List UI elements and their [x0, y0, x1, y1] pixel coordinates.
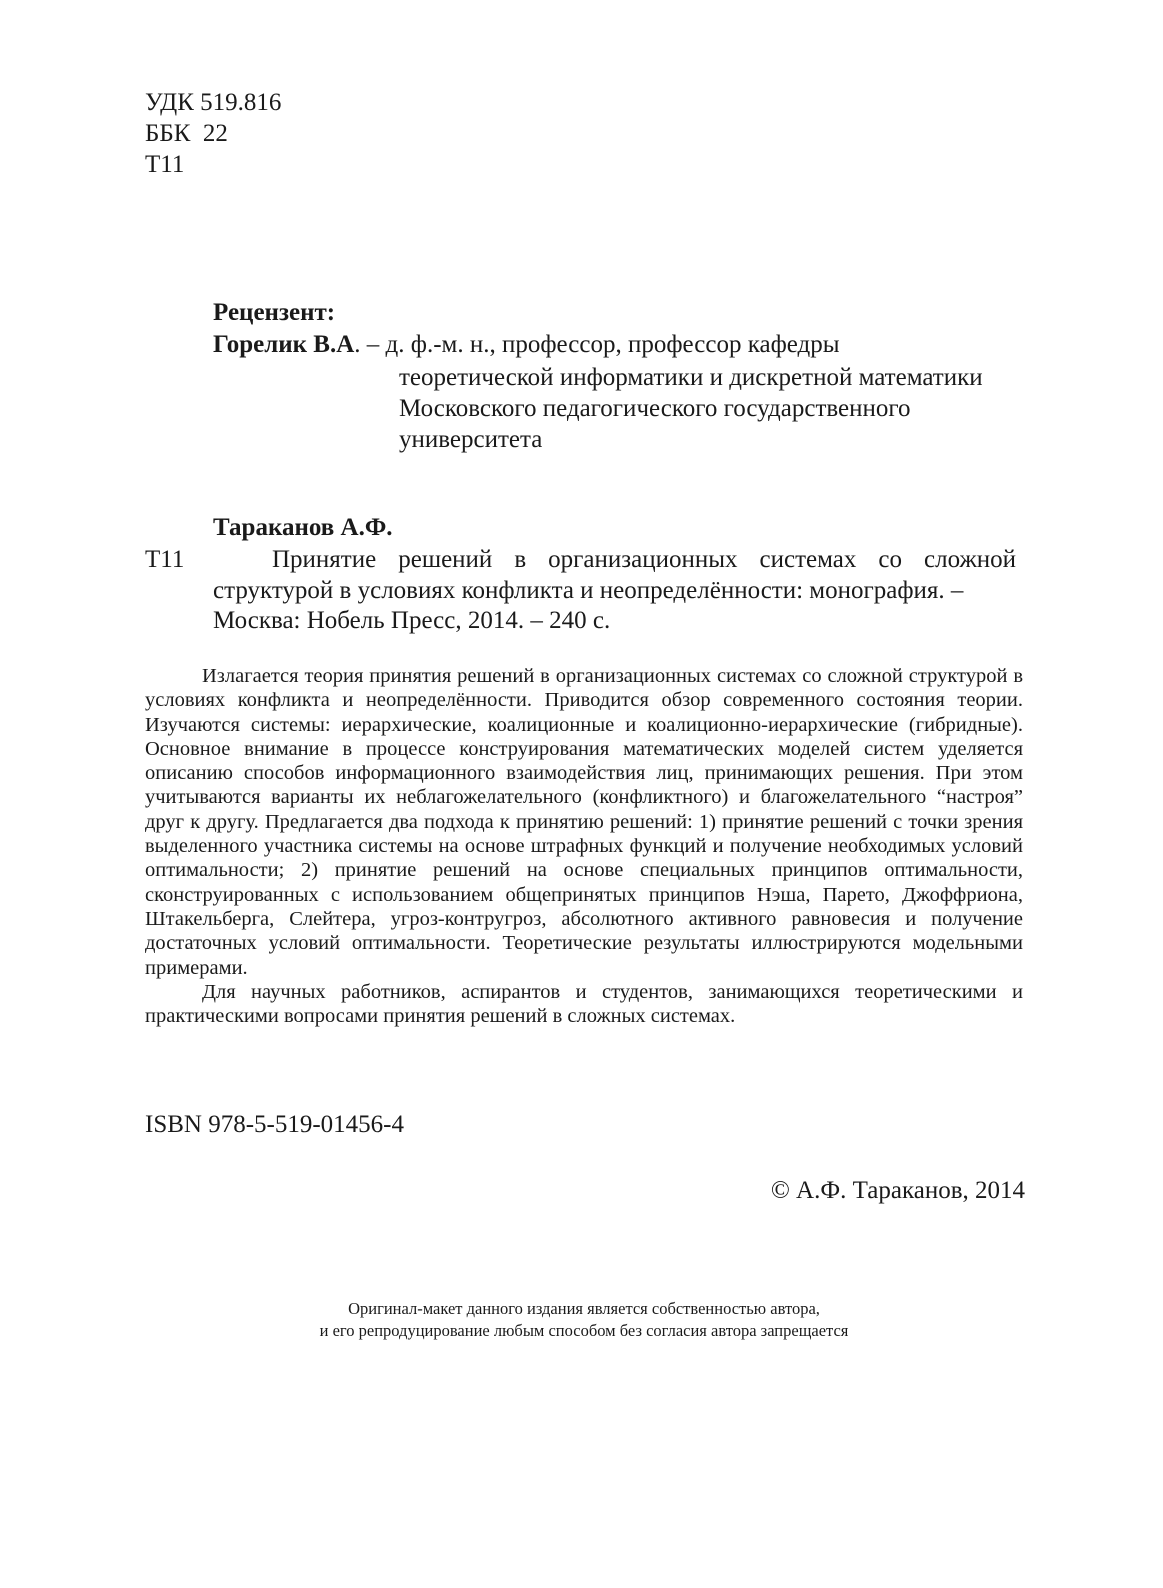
legal-notice — [145, 1298, 1023, 1342]
reviewer-title: . – д. ф.-м. н., профессор, профессор кафедры — [354, 331, 840, 358]
legal-notice-line: Оригинал-макет данного издания является собственностью автора, — [348, 1299, 820, 1318]
legal-notice-line: и его репродуцирование любым способом без согласия автора запрещается — [319, 1321, 849, 1340]
reviewer-line — [213, 331, 840, 359]
abstract — [145, 664, 1023, 1028]
bbk-code: ББК 22 — [145, 120, 228, 147]
abstract-paragraph: Излагается теория принятия решений в организационных системах со сложной структурой в условиях конфликта и неопределённости. Приводится обзор современного состояния теории. Изучаются системы: иерархические, коалиционные и коалиционно-иерархические (гибридные). Основное внимание в процессе конструирования математических моделей систем уделяется описанию способов информационного взаимодействия лиц, принимающих решения. При этом учитываются варианты их неблагожелательного (конфликтного) и благожелательного “настроя” друг к другу. Предлагается два подхода к принятию решений: 1) принятие решений с точки зрения выделенного участника системы на основе штрафных функций и получение необходимых условий оптимальности; 2) принятие решений на основе специальных принципов оптимальности, сконструированных с использованием общепринятых принципов Нэша, Парето, Джоффриона, Штакельберга, Слейтера, угроз-контругроз, абсолютного активного равновесия и получение достаточных условий оптимальности. Теоретические результаты иллюстрируются модельными примерами. — [145, 665, 1023, 979]
reviewer-name: Горелик В.А — [213, 331, 355, 358]
reviewer-heading: Рецензент: — [213, 299, 336, 326]
copyright: © А.Ф. Тараканов, 2014 — [770, 1177, 1025, 1204]
reviewer-affiliation-line: Московского педагогического государственного — [399, 395, 911, 422]
bibliography-mark: Т11 — [145, 546, 185, 573]
udk-code: УДК 519.816 — [145, 89, 282, 116]
reviewer-affiliation-line: теоретической информатики и дискретной математики — [399, 364, 983, 391]
isbn: ISBN 978-5-519-01456-4 — [145, 1111, 405, 1138]
reviewer-affiliation-line: университета — [399, 426, 543, 453]
audience-paragraph: Для научных работников, аспирантов и студентов, занимающихся теоретическими и практическими вопросами принятия решений в сложных системах. — [145, 980, 1023, 1028]
book-author: Тараканов А.Ф. — [213, 514, 393, 541]
author-mark: Т11 — [145, 151, 185, 178]
book-title-first-line: Принятие решений в организационных системах со сложной — [272, 546, 1016, 573]
book-description: структурой в условиях конфликта и неопределённости: монография. – Москва: Нобель Пресс, 2014. – 240 с. — [213, 577, 964, 634]
